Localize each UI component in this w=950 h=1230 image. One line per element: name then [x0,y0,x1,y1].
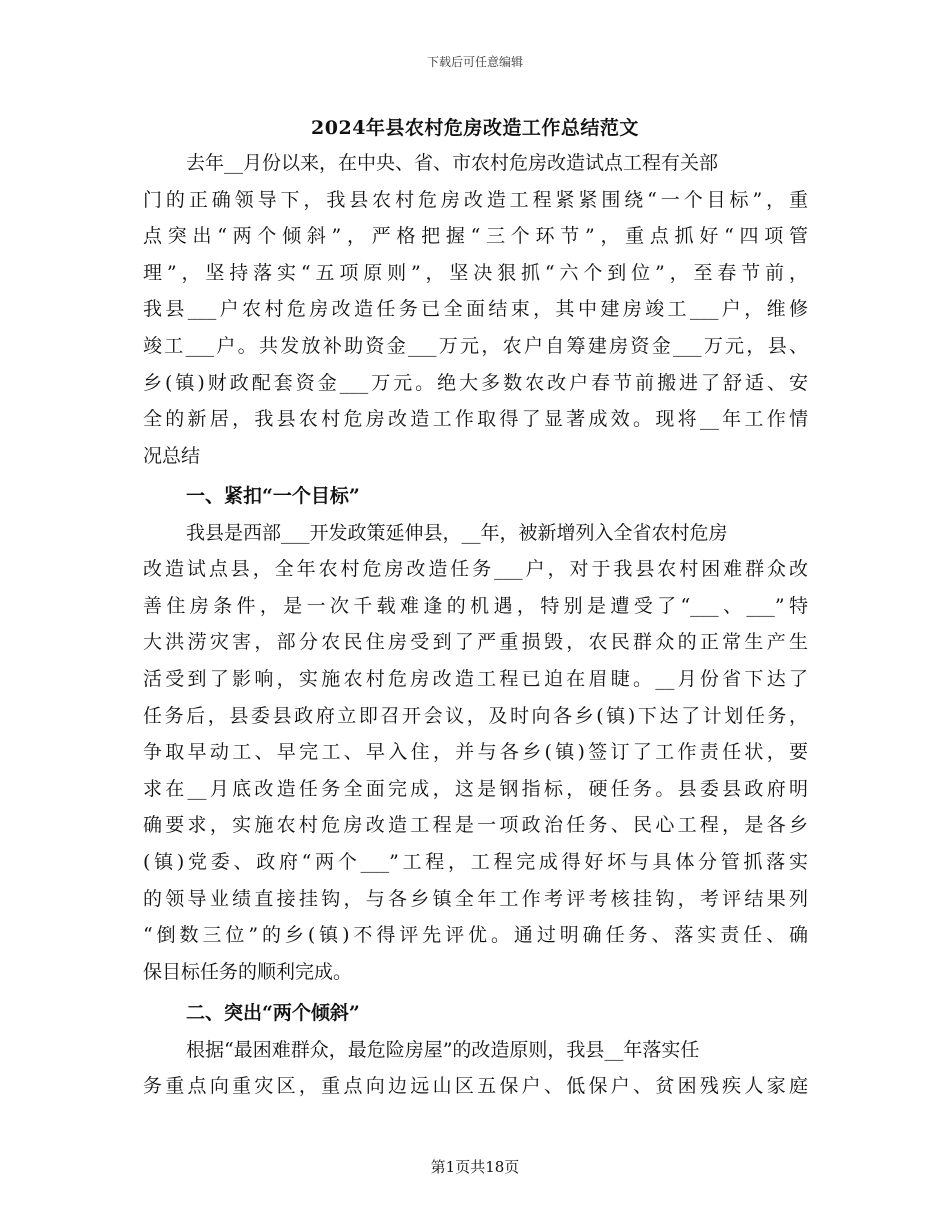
section-1-line: 的领导业绩直接挂钩，与各乡镇全年工作考评考核挂钩，考评结果列 [143,887,808,910]
section-1-line: 大洪涝灾害，部分农民住房受到了严重损毁，农民群众的正常生产生 [143,631,808,654]
intro-line: 点突出“两个倾斜”，严格把握“三个环节”，重点抓好“四项管 [143,225,808,248]
section-1-line: 争取早动工、早完工、早入住，并与各乡(镇)签订了工作责任状，要 [143,741,808,764]
section-heading-1: 一、紧扣“一个目标” [186,485,360,507]
section-2-line: 务重点向重灾区，重点向边远山区五保户、低保户、贫困残疾人家庭 [143,1075,808,1098]
section-1-line: “倒数三位”的乡(镇)不得评先评优。通过明确任务、落实责任、确 [143,924,808,947]
section-1-line: 改造试点县，全年农村危房改造任务___户，对于我县农村困难群众改 [143,558,808,581]
section-1 [143,478,808,990]
intro-line: 乡(镇)财政配套资金___万元。绝大多数农改户春节前搬进了舒适、安 [143,371,808,394]
section-1-line: 任务后，县委县政府立即召开会议，及时向各乡(镇)下达了计划任务， [143,704,808,727]
intro-line: 门的正确领导下，我县农村危房改造工程紧紧围绕“一个目标”，重 [143,188,808,211]
section-1-line: 善住房条件，是一次千载难逢的机遇，特别是遭受了“___、___”特 [143,594,808,617]
intro-line: 竣工___户。共发放补助资金___万元，农户自筹建房资金___万元，县、 [143,334,808,357]
intro-line: 我县___户农村危房改造任务已全面结束，其中建房竣工___户，维修 [143,298,808,321]
section-1-line: (镇)党委、政府“两个___”工程，工程完成得好坏与具体分管抓落实 [143,850,808,873]
intro-paragraph [143,145,808,474]
section-1-line: 求在__月底改造任务全面完成，这是钢指标，硬任务。县委县政府明 [143,777,808,800]
intro-line: 全的新居，我县农村危房改造工作取得了显著成效。现将__年工作情 [143,408,808,431]
header-note: 下载后可任意编辑 [426,55,523,69]
section-2-line: 根据“最困难群众，最危险房屋”的改造原则，我县__年落实任 [186,1038,700,1061]
section-1-line: 保目标任务的顺利完成。 [143,960,353,983]
intro-line: 理”，坚持落实“五项原则”，坚决狠抓“六个到位”，至春节前， [143,261,808,284]
document-title: 2024年县农村危房改造工作总结范文 [311,117,639,139]
section-1-line: 我县是西部___开发政策延伸县，__年，被新增列入全省农村危房 [186,521,728,544]
section-heading-2: 二、突出“两个倾斜” [186,1002,360,1024]
section-1-line: 活受到了影响，实施农村危房改造工程已迫在眉睫。__月份省下达了 [143,667,808,690]
section-1-line: 确要求，实施农村危房改造工程是一项政治任务、民心工程，是各乡 [143,814,808,837]
intro-line: 况总结 [143,444,201,467]
page-footer: 第1页共18页 [430,1158,520,1176]
section-2 [143,995,808,1105]
intro-line: 去年__月份以来，在中央、省、市农村危房改造试点工程有关部 [186,152,719,174]
